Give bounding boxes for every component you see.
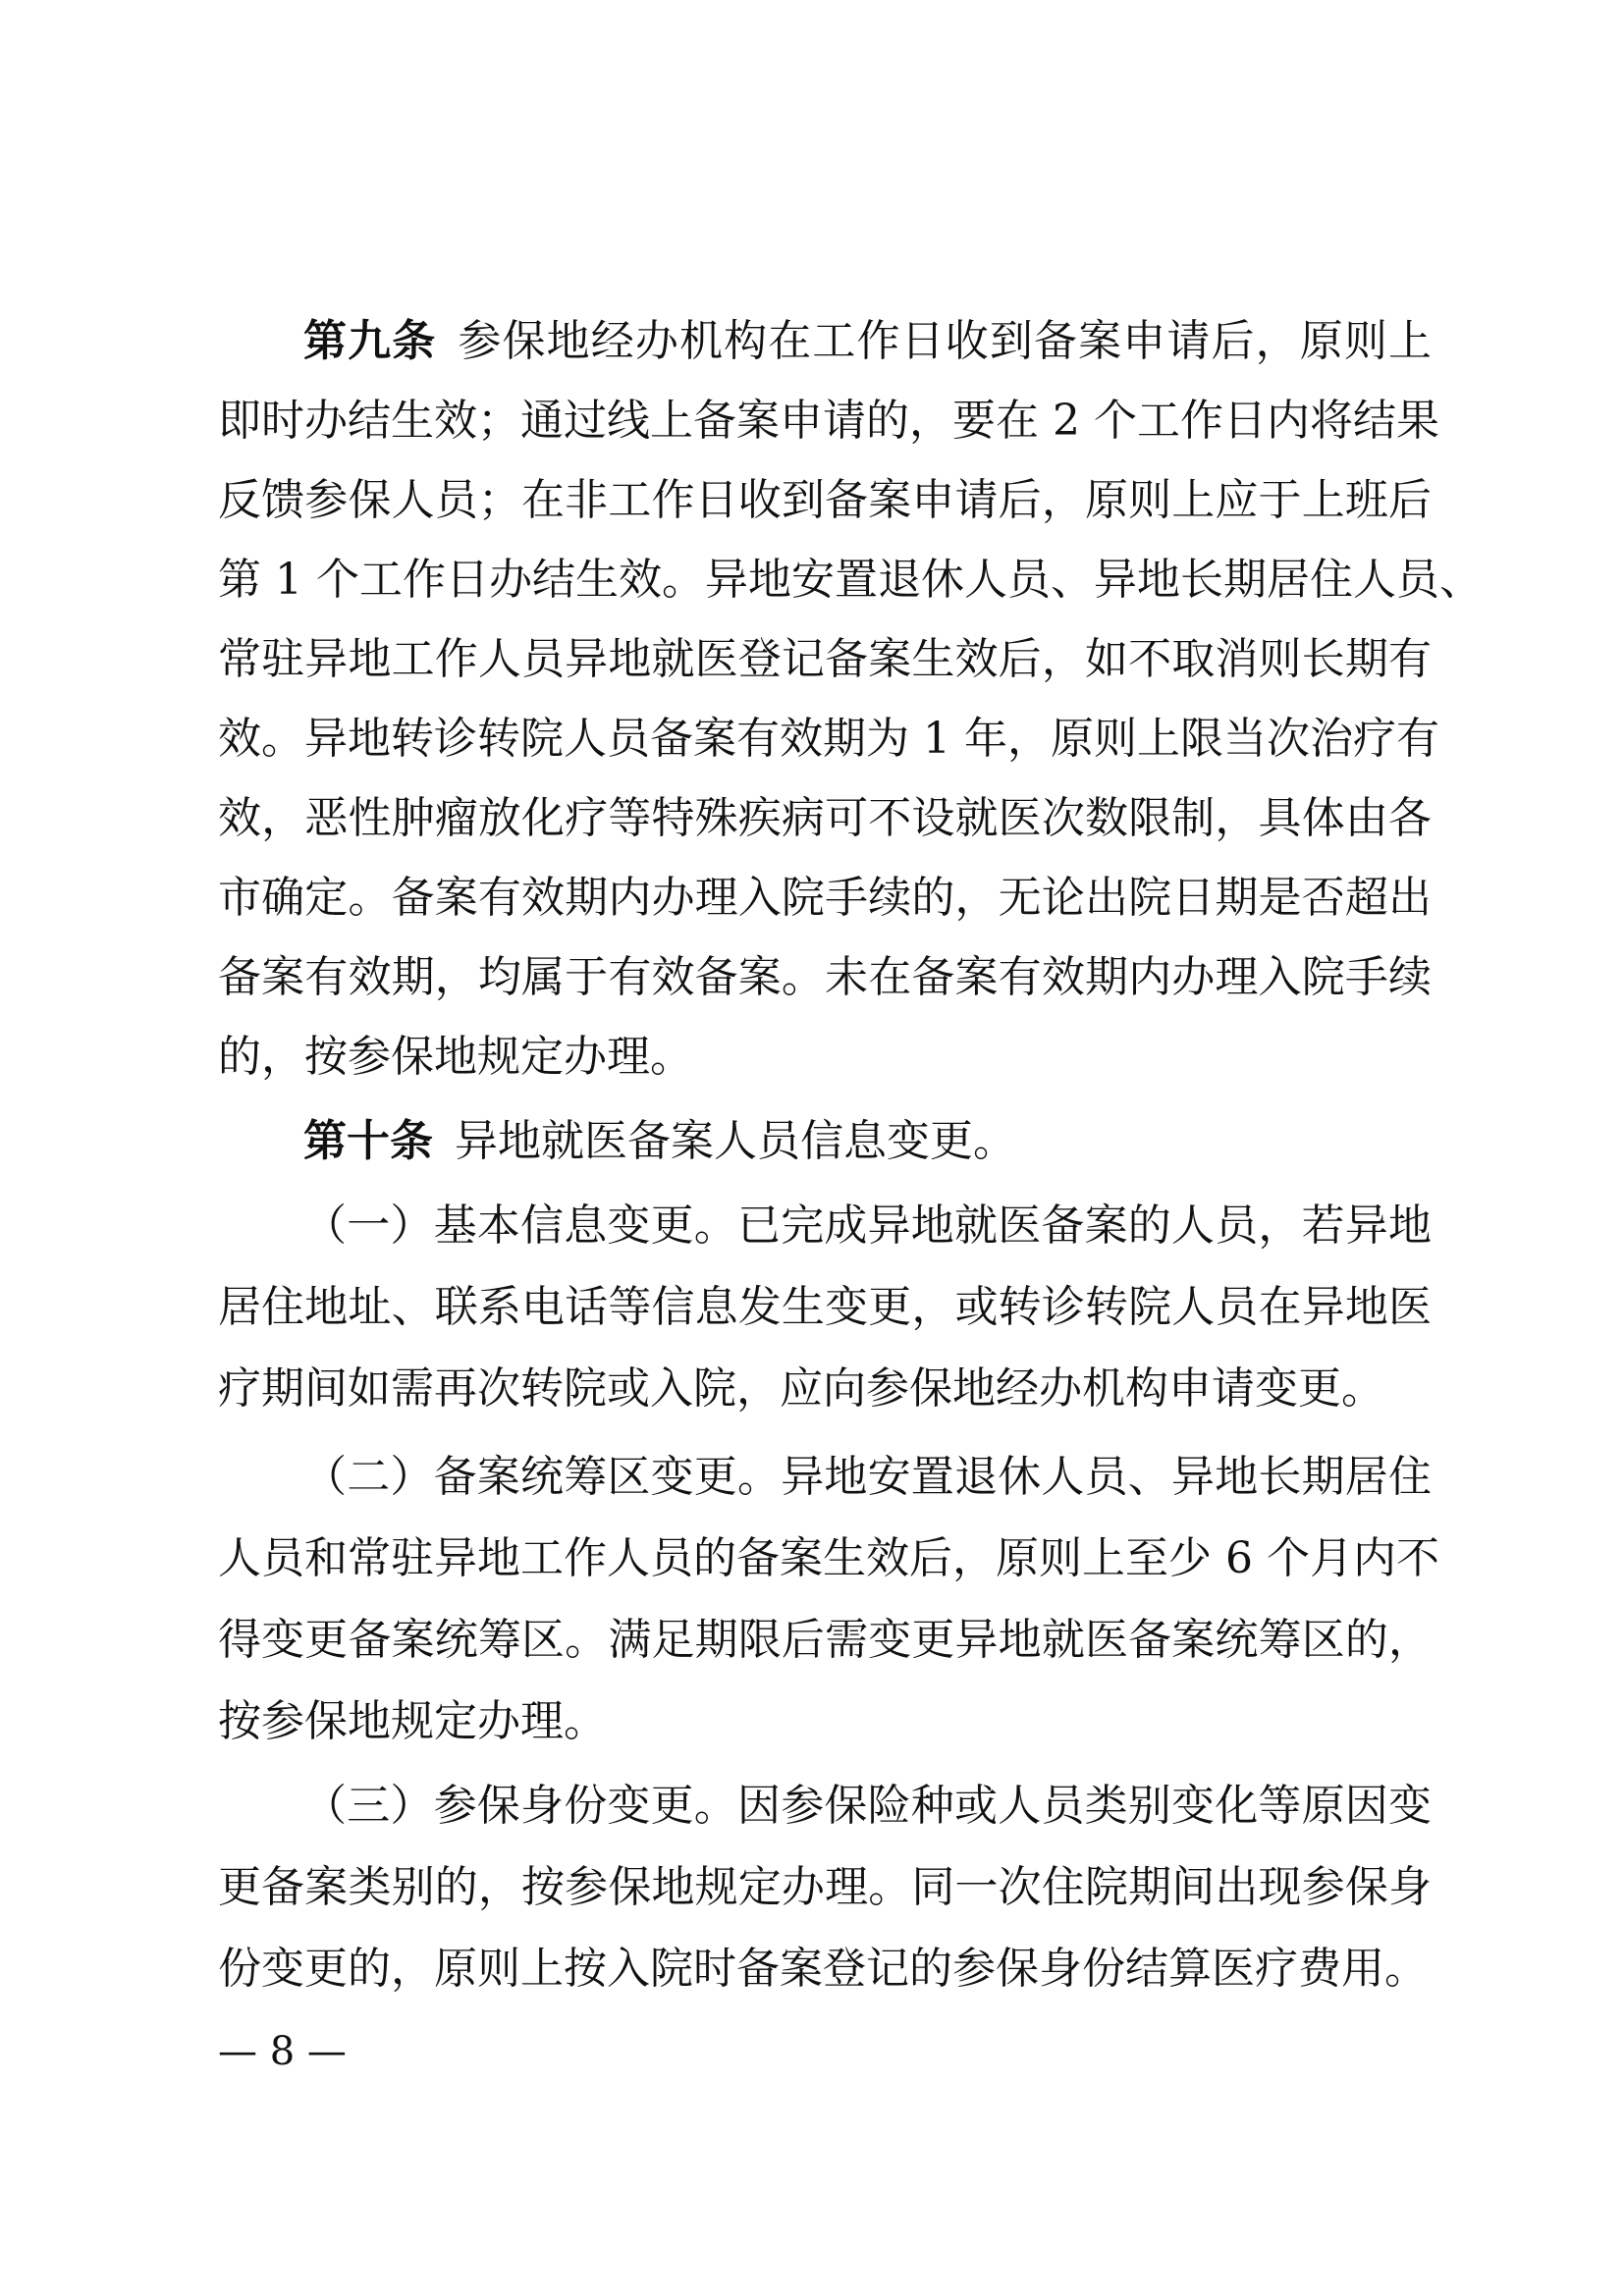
article9-line-4: 第 1 个工作日办结生效。异地安置退休人员、异地长期居住人员、 bbox=[218, 555, 1483, 605]
article10-item3-line-3: 份变更的，原则上按入院时备案登记的参保身份结算医疗费用。 bbox=[218, 1944, 1428, 1994]
article9-heading: 第九条 bbox=[303, 316, 437, 366]
article10-text: 异地就医备案人员信息变更。 bbox=[455, 1116, 1016, 1166]
article10-item2-line-4: 按参保地规定办理。 bbox=[218, 1696, 607, 1746]
article9-line-7: 效，恶性肿瘤放化疗等特殊疾病可不设就医次数限制，具体由各 bbox=[218, 793, 1432, 843]
article10-item2-line-1: （二）备案统筹区变更。异地安置退休人员、异地长期居住 bbox=[303, 1452, 1432, 1502]
article9-line-10: 的，按参保地规定办理。 bbox=[218, 1032, 693, 1082]
article10-item3-line-1: （三）参保身份变更。因参保险种或人员类别变化等原因变 bbox=[303, 1781, 1432, 1831]
article10-item1-line-2: 居住地址、联系电话等信息发生变更，或转诊转院人员在异地医 bbox=[218, 1282, 1432, 1332]
article9-line-8: 市确定。备案有效期内办理入院手续的，无论出院日期是否超出 bbox=[218, 873, 1432, 923]
article9-line-3: 反馈参保人员；在非工作日收到备案申请后，原则上应于上班后 bbox=[218, 475, 1432, 525]
article9-text: 参保地经办机构在工作日收到备案申请后，原则上 bbox=[458, 316, 1432, 366]
article10-heading: 第十条 bbox=[303, 1116, 433, 1166]
article9-line-1 bbox=[303, 307, 1432, 376]
article9-line-2: 即时办结生效；通过线上备案申请的，要在 2 个工作日内将结果 bbox=[218, 396, 1439, 446]
article10-item1-line-3: 疗期间如需再次转院或入院，应向参保地经办机构申请变更。 bbox=[218, 1363, 1384, 1414]
article10-item1-line-1: （一）基本信息变更。已完成异地就医备案的人员，若异地 bbox=[303, 1201, 1432, 1251]
article10-item2-line-3: 得变更备案统筹区。满足期限后需变更异地就医备案统筹区的， bbox=[218, 1615, 1432, 1665]
article9-line-9: 备案有效期，均属于有效备案。未在备案有效期内办理入院手续 bbox=[218, 952, 1432, 1002]
article10-line-1 bbox=[303, 1107, 1432, 1176]
article10-item3-line-2: 更备案类别的，按参保地规定办理。同一次住院期间出现参保身 bbox=[218, 1862, 1432, 1912]
page-number: — 8 — bbox=[218, 2029, 347, 2074]
article9-line-6: 效。异地转诊转院人员备案有效期为 1 年，原则上限当次治疗有 bbox=[218, 714, 1439, 764]
article10-item2-line-2: 人员和常驻异地工作人员的备案生效后，原则上至少 6 个月内不 bbox=[218, 1533, 1439, 1583]
article9-line-5: 常驻异地工作人员异地就医登记备案生效后，如不取消则长期有 bbox=[218, 634, 1432, 684]
